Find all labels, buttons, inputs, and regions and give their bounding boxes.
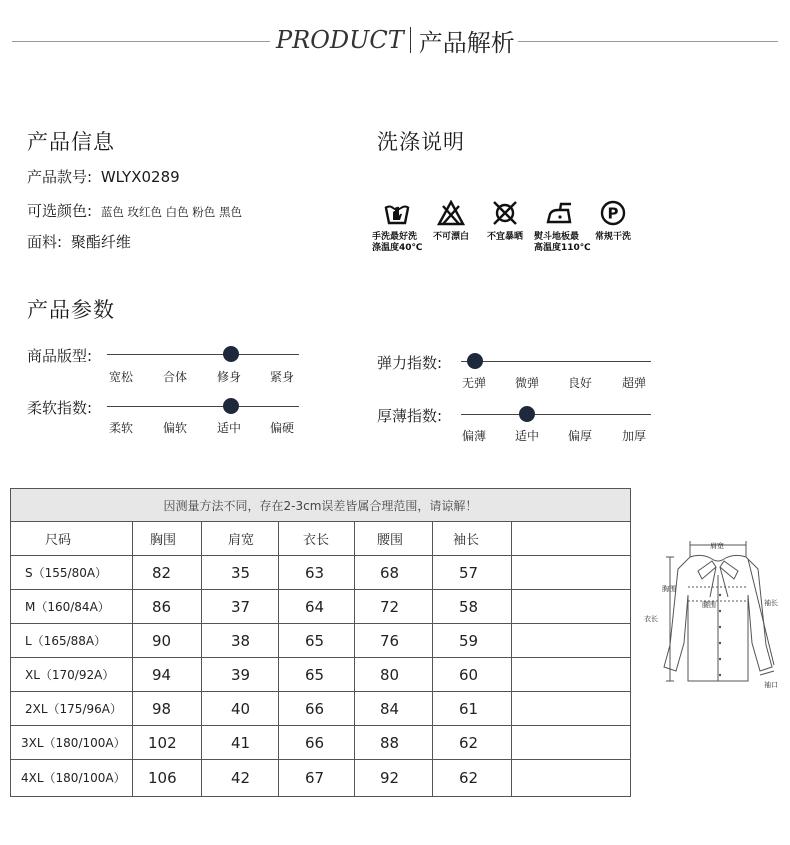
diagram-length-label: 衣长 [644,615,658,623]
no-bleach-icon [437,200,465,226]
size-header-sleeve: 袖长 [453,533,480,548]
table-row-waist: 68 [380,563,400,582]
table-row-length: 65 [305,631,325,650]
fit-tick-2: 合体 [162,370,188,384]
elasticity-slider-track [461,361,651,362]
table-row-sleeve: 62 [459,768,479,787]
colors-label: 可选颜色: [27,202,93,220]
size-header-chest: 胸围 [150,533,177,548]
wash-label-5: 常规干洗 [594,232,631,242]
table-row-waist: 92 [380,768,400,787]
wash-label-4: 熨斗地板最 高温度110℃ [534,232,591,253]
table-row-sleeve: 60 [459,665,479,684]
table-row-shoulder: 37 [231,597,251,616]
thickness-tick-1: 偏薄 [461,429,487,443]
diagram-cuff-label: 袖口 [764,681,778,689]
softness-tick-3: 适中 [216,421,242,435]
wash-item-hand-wash [367,200,427,254]
table-row-waist: 76 [380,631,400,650]
thickness-slider-track [461,414,651,415]
table-row-sleeve: 58 [459,597,479,616]
table-row-chest: 94 [152,665,172,684]
table-row-shoulder: 35 [231,563,251,582]
model-row [27,166,180,187]
wash-item-dry-clean [583,200,643,243]
dry-clean-icon [599,200,627,226]
fit-tick-4: 紧身 [269,370,295,384]
model-label: 产品款号: [27,168,93,186]
elasticity-tick-1: 无弹 [461,376,487,390]
colors-row [27,200,242,221]
size-header-size: 尺码 [45,533,72,548]
table-row-chest: 102 [148,733,177,752]
table-row-size: XL（170/92A） [25,668,115,682]
size-header-length: 衣长 [303,533,330,548]
material-row [27,231,131,252]
table-row-shoulder: 40 [231,699,251,718]
table-row-shoulder: 41 [231,733,251,752]
table-row-length: 64 [305,597,325,616]
table-row-size: 2XL（175/96A） [25,702,122,716]
softness-tick-1: 柔软 [108,421,134,435]
elasticity-slider-label: 弹力指数: [377,354,443,372]
softness-slider-dot [223,398,239,414]
page-title-cn: 产品解析 [418,28,515,57]
table-row-size: M（160/84A） [25,600,110,614]
size-table-note: 因测量方法不同，存在2-3cm误差皆属合理范围，请谅解！ [11,489,630,522]
title-divider [410,27,411,53]
size-header-shoulder: 肩宽 [228,533,255,548]
thickness-tick-2: 适中 [514,429,540,443]
table-row-shoulder: 42 [231,768,251,787]
fit-tick-1: 宽松 [108,370,134,384]
measurement-diagram [640,535,786,695]
table-row-chest: 86 [152,597,172,616]
table-row-length: 67 [305,768,325,787]
table-row-chest: 106 [148,768,177,787]
no-sun-dry-icon [491,200,519,226]
material-value: 聚酯纤维 [70,233,131,251]
softness-slider-track [107,406,299,407]
table-row-chest: 90 [152,631,172,650]
softness-slider-label: 柔软指数: [27,399,93,417]
header-rule-right [518,41,778,42]
product-info-heading: 产品信息 [27,130,115,154]
table-row-length: 66 [305,733,325,752]
thickness-slider-label: 厚薄指数: [377,407,443,425]
elasticity-slider-dot [467,353,483,369]
table-row-waist: 84 [380,699,400,718]
diagram-sleeve-label: 袖长 [764,599,778,607]
softness-tick-4: 偏硬 [269,421,295,435]
table-row-length: 63 [305,563,325,582]
page-title [276,22,515,58]
elasticity-tick-2: 微弹 [514,376,540,390]
page-title-en: PRODUCT [276,26,404,54]
header-rule-left [12,41,270,42]
table-row-length: 65 [305,665,325,684]
table-row-chest: 98 [152,699,172,718]
table-row-sleeve: 61 [459,699,479,718]
table-row-sleeve: 57 [459,563,479,582]
diagram-shoulder-label: 肩宽 [710,542,724,550]
fit-slider-track [107,354,299,355]
diagram-chest-label: 胸围 [662,585,676,593]
params-heading: 产品参数 [27,298,115,322]
wash-item-iron [530,200,590,254]
wash-item-no-sun-dry [475,200,535,243]
fit-slider-label: 商品版型: [27,347,93,365]
table-row-size: L（165/88A） [25,634,107,648]
wash-label-3: 不宜暴晒 [486,232,523,242]
model-value: WLYX0289 [100,168,180,186]
wash-label-1: 手洗最好洗 涤温度40℃ [372,232,423,253]
table-row-waist: 80 [380,665,400,684]
fit-slider-dot [223,346,239,362]
size-header-waist: 腰围 [377,533,404,548]
thickness-tick-4: 加厚 [621,429,647,443]
thickness-slider-dot [519,406,535,422]
fit-tick-3: 修身 [216,370,242,384]
table-row-size: 3XL（180/100A） [21,736,126,750]
table-row-shoulder: 39 [231,665,251,684]
table-row-shoulder: 38 [231,631,251,650]
svg-text:P: P [607,204,619,223]
hand-wash-icon [383,200,411,226]
elasticity-tick-3: 良好 [567,376,593,390]
thickness-tick-3: 偏厚 [567,429,593,443]
wash-label-2: 不可漂白 [432,232,469,242]
size-table [10,488,631,797]
wash-item-no-bleach [421,200,481,243]
washing-heading: 洗涤说明 [377,130,465,154]
table-row-waist: 72 [380,597,400,616]
colors-value: 蓝色 玫红色 白色 粉色 黑色 [100,205,242,219]
table-row-length: 66 [305,699,325,718]
iron-icon [545,200,575,226]
table-row-sleeve: 59 [459,631,479,650]
table-row-sleeve: 62 [459,733,479,752]
table-row-waist: 88 [380,733,400,752]
table-row-size: S（155/80A） [25,566,108,580]
table-row-size: 4XL（180/100A） [21,771,126,785]
material-label: 面料: [27,233,63,251]
softness-tick-2: 偏软 [162,421,188,435]
diagram-waist-label: 腰围 [702,601,716,609]
table-row-chest: 82 [152,563,172,582]
elasticity-tick-4: 超弹 [621,376,647,390]
